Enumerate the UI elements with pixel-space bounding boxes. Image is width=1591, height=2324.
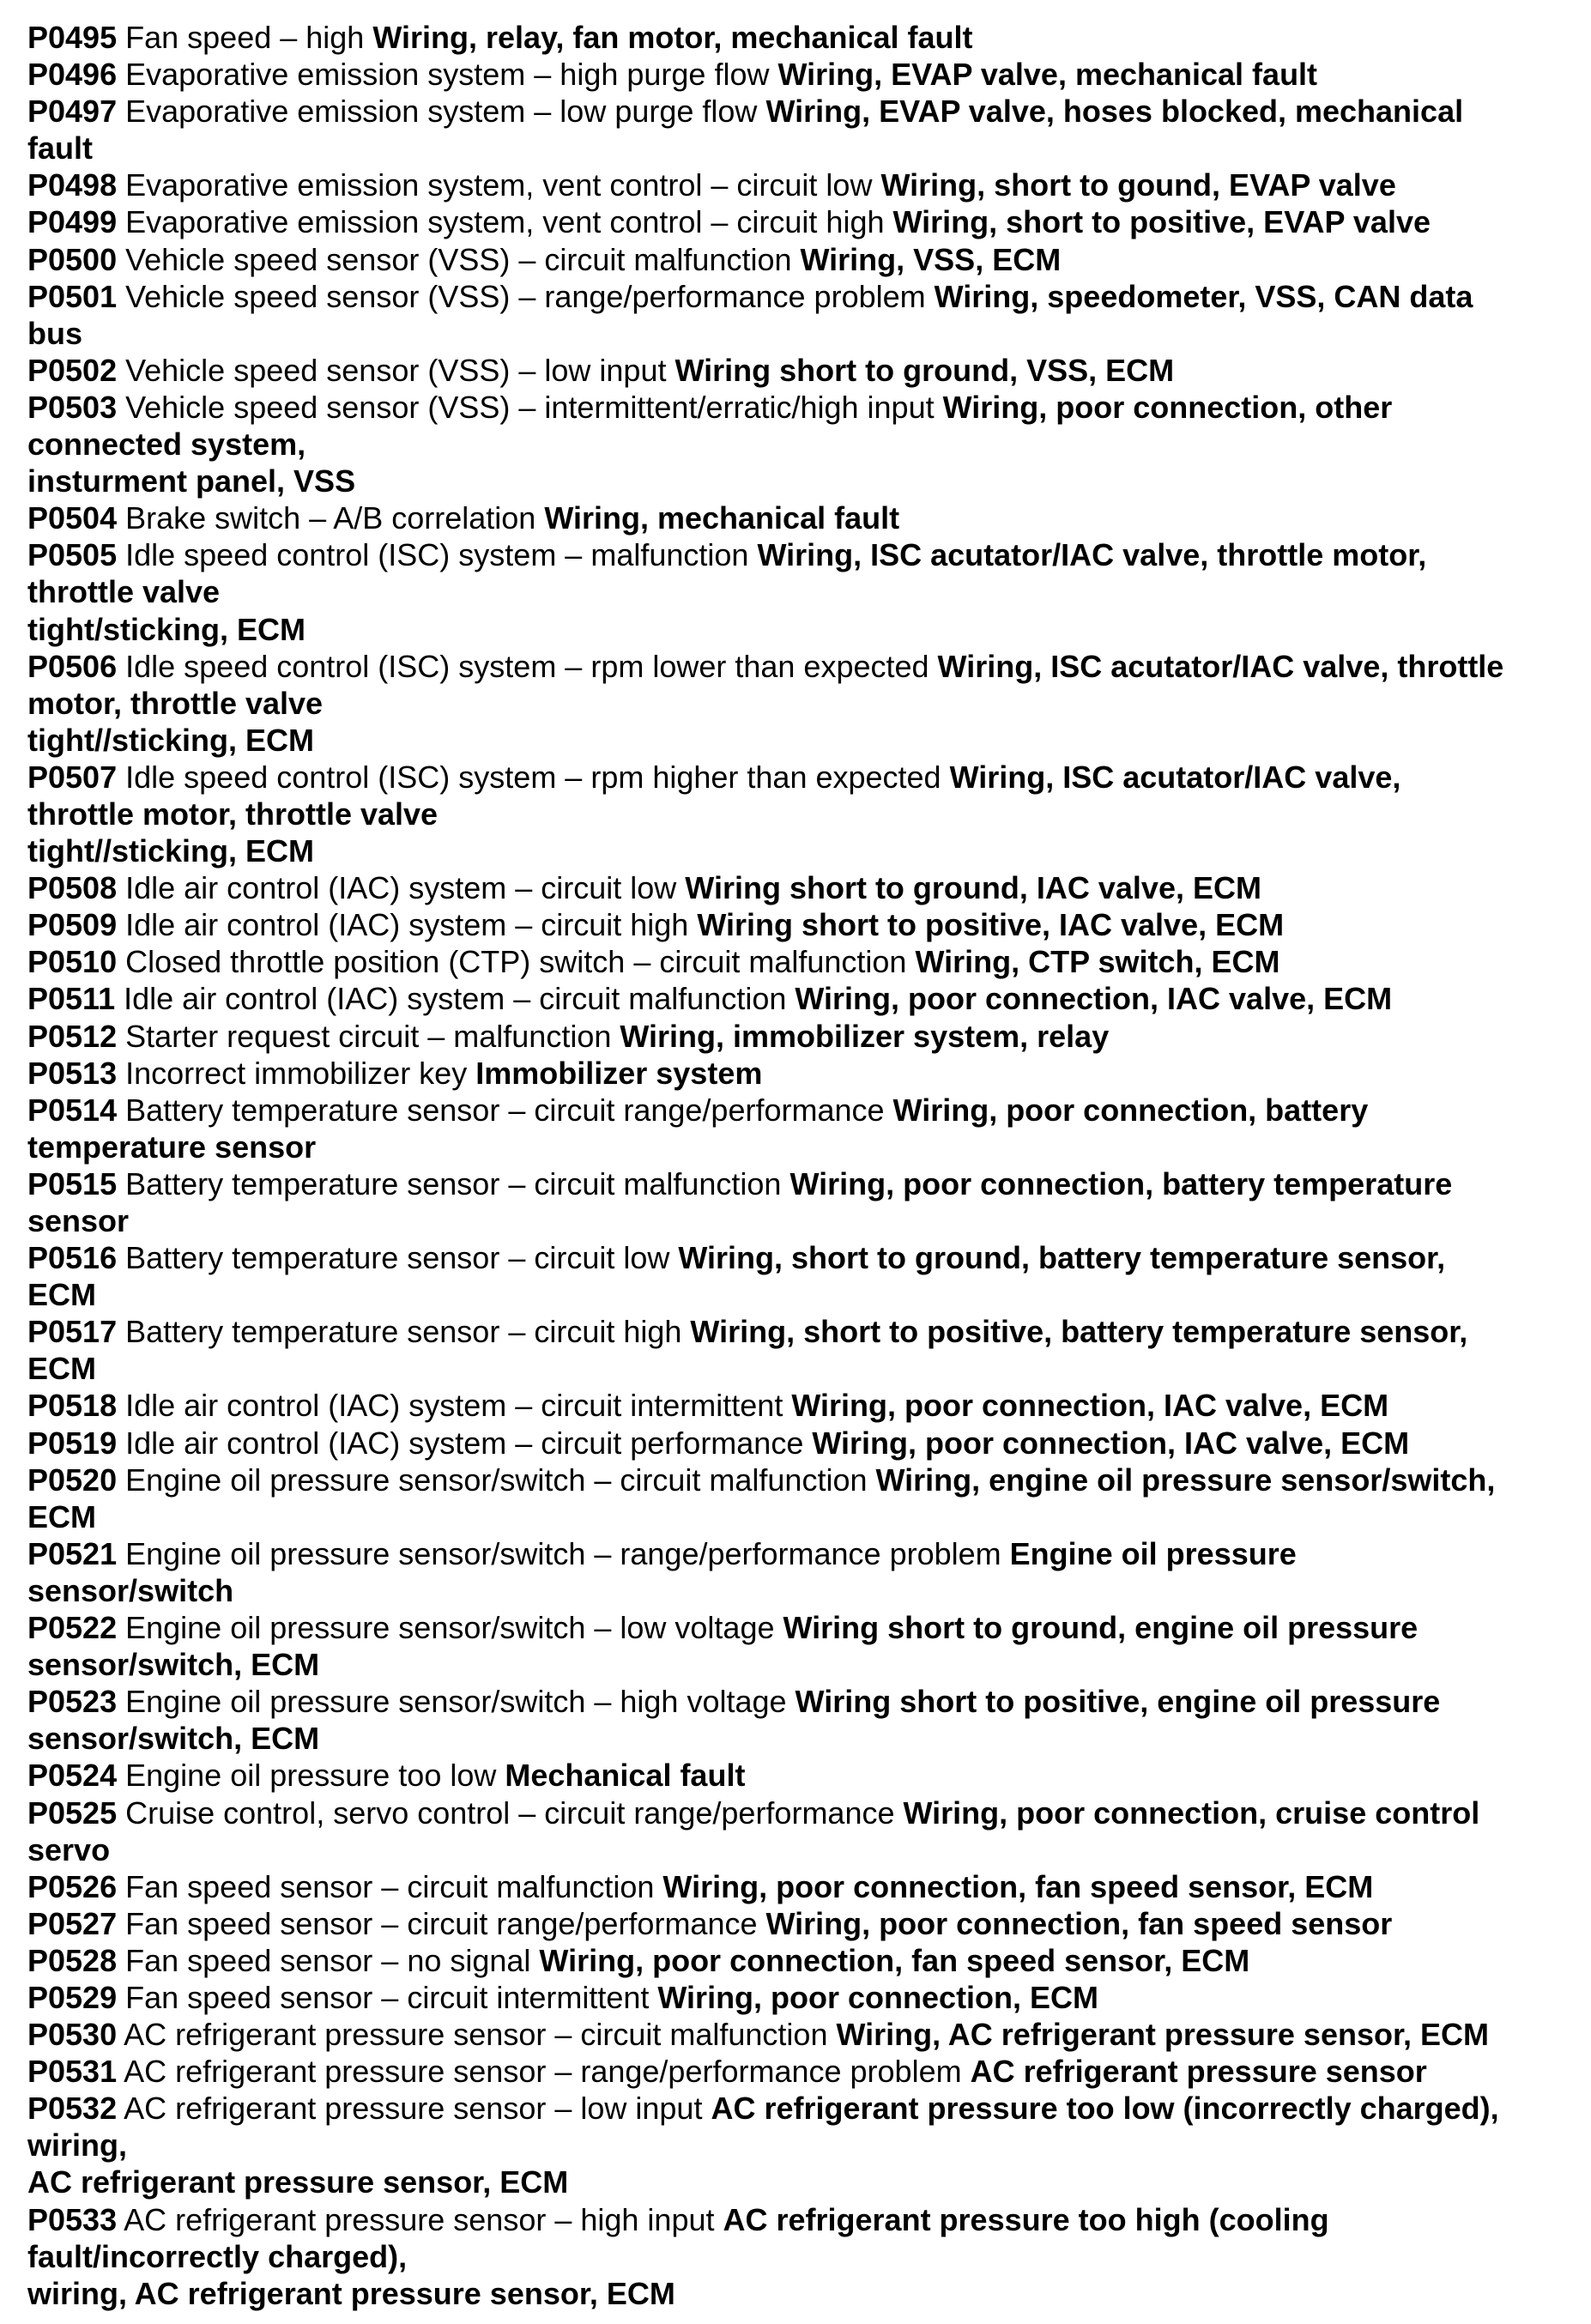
bold-text-segment: P0514 <box>27 1092 118 1128</box>
bold-text-segment: insturment panel, VSS <box>27 463 356 499</box>
text-line <box>27 93 1572 130</box>
bold-text-segment: tight//sticking, ECM <box>27 722 315 758</box>
text-line <box>27 906 1572 943</box>
bold-text-segment: P0521 <box>27 1535 118 1571</box>
text-segment: Incorrect immobilizer key <box>117 1055 476 1091</box>
bold-text-segment: wiring, <box>27 2127 127 2164</box>
text-line <box>27 1092 1572 1129</box>
bold-text-segment: Wiring short to ground, IAC valve, ECM <box>685 870 1261 906</box>
bold-text-segment: sensor <box>27 1203 130 1238</box>
text-segment: AC refrigerant pressure sensor – low input <box>117 2091 711 2127</box>
text-line <box>27 759 1572 796</box>
bold-text-segment: P0509 <box>27 907 118 943</box>
text-line <box>27 352 1572 389</box>
text-segment: Idle speed control (ISC) system – malfunction <box>117 537 758 573</box>
bold-text-segment: sensor/switch <box>27 1572 234 1608</box>
text-line <box>27 832 1572 869</box>
text-segment: Evaporative emission system, vent control – circuit high <box>117 204 893 240</box>
bold-text-segment: Wiring, ISC acutator/IAC valve, <box>949 759 1401 795</box>
text-line <box>27 1905 1572 1942</box>
bold-text-segment: throttle motor, throttle valve <box>27 796 439 832</box>
text-segment: Fan speed sensor – circuit malfunction <box>117 1868 663 1904</box>
text-segment: Brake switch – A/B correlation <box>117 500 545 536</box>
text-line <box>27 573 1572 610</box>
bold-text-segment: P0495 <box>27 20 118 55</box>
bold-text-segment: P0515 <box>27 1165 118 1201</box>
bold-text-segment: P0512 <box>27 1018 118 1054</box>
text-line <box>27 1794 1572 1831</box>
text-segment: Vehicle speed sensor (VSS) – low input <box>117 352 675 388</box>
text-line <box>27 1609 1572 1646</box>
bold-text-segment: Wiring, poor connection, ECM <box>657 1979 1099 2015</box>
text-line <box>27 1683 1572 1720</box>
text-segment: AC refrigerant pressure sensor – circuit malfunction <box>117 2017 837 2053</box>
text-segment: Battery temperature sensor – circuit range/performance <box>117 1092 893 1128</box>
bold-text-segment: ECM <box>27 1498 96 1534</box>
text-line <box>27 943 1572 980</box>
text-segment: AC refrigerant pressure sensor – range/performance problem <box>117 2054 971 2090</box>
bold-text-segment: P0519 <box>27 1425 118 1461</box>
text-segment: Vehicle speed sensor (VSS) – range/performance problem <box>117 278 935 314</box>
bold-text-segment: bus <box>27 315 83 351</box>
bold-text-segment: P0525 <box>27 1794 118 1831</box>
text-line <box>27 685 1572 722</box>
text-line <box>27 611 1572 648</box>
text-line <box>27 796 1572 832</box>
text-line <box>27 1350 1572 1387</box>
bold-text-segment: Wiring, short to gound, EVAP valve <box>880 167 1396 203</box>
text-line <box>27 1535 1572 1572</box>
text-line <box>27 389 1572 426</box>
text-line <box>27 1202 1572 1239</box>
bold-text-segment: P0498 <box>27 167 118 203</box>
text-line <box>27 499 1572 536</box>
bold-text-segment: Immobilizer system <box>475 1055 763 1091</box>
text-line <box>27 1757 1572 1794</box>
text-segment: Idle air control (IAC) system – circuit intermittent <box>117 1388 792 1424</box>
bold-text-segment: P0532 <box>27 2091 118 2127</box>
text-line <box>27 1276 1572 1313</box>
bold-text-segment: Wiring, poor connection, battery temperature <box>789 1165 1453 1201</box>
text-line <box>27 980 1572 1017</box>
text-line <box>27 203 1572 240</box>
bold-text-segment: Wiring, relay, fan motor, mechanical fault <box>372 20 973 55</box>
text-line <box>27 241 1572 278</box>
bold-text-segment: Wiring, poor connection, cruise control <box>903 1794 1480 1831</box>
bold-text-segment: P0529 <box>27 1979 118 2015</box>
text-segment: Vehicle speed sensor (VSS) – intermittent/erratic/high input <box>117 389 943 425</box>
bold-text-segment: Wiring, poor connection, fan speed sensor, ECM <box>539 1942 1250 1978</box>
text-segment: Battery temperature sensor – circuit malfunction <box>117 1165 790 1201</box>
text-segment: Engine oil pressure sensor/switch – circuit malfunction <box>117 1462 876 1498</box>
bold-text-segment: AC refrigerant pressure sensor, ECM <box>27 2164 569 2200</box>
bold-text-segment: AC refrigerant pressure sensor <box>970 2054 1427 2090</box>
text-line <box>27 1129 1572 1165</box>
text-segment: Evaporative emission system – low purge flow <box>117 94 766 130</box>
text-segment: Idle speed control (ISC) system – rpm lower than expected <box>117 648 938 684</box>
text-segment: Engine oil pressure sensor/switch – high voltage <box>117 1684 796 1720</box>
text-line <box>27 1979 1572 2016</box>
bold-text-segment: Engine oil pressure <box>1009 1535 1297 1571</box>
bold-text-segment: servo <box>27 1831 111 1867</box>
text-segment: Fan speed sensor – circuit intermittent <box>117 1979 658 2015</box>
bold-text-segment: throttle valve <box>27 574 221 610</box>
bold-text-segment: Wiring, ISC acutator/IAC valve, throttle motor, <box>757 537 1427 573</box>
bold-text-segment: P0504 <box>27 500 118 536</box>
bold-text-segment: ECM <box>27 1351 96 1387</box>
text-line <box>27 1572 1572 1609</box>
bold-text-segment: P0506 <box>27 648 118 684</box>
bold-text-segment: Wiring, short to positive, battery temperature sensor, <box>690 1314 1468 1350</box>
bold-text-segment: Wiring, poor connection, fan speed sensor <box>765 1905 1393 1941</box>
text-segment: Engine oil pressure too low <box>117 1758 505 1794</box>
bold-text-segment: Wiring, short to positive, EVAP valve <box>892 204 1431 240</box>
text-line <box>27 426 1572 463</box>
bold-text-segment: AC refrigerant pressure too high (cooling <box>723 2201 1329 2237</box>
text-line <box>27 722 1572 759</box>
bold-text-segment: P0496 <box>27 57 118 93</box>
text-line <box>27 1462 1572 1498</box>
bold-text-segment: P0511 <box>27 981 116 1017</box>
text-line <box>27 1868 1572 1905</box>
text-segment: Idle air control (IAC) system – circuit high <box>117 907 698 943</box>
bold-text-segment: P0533 <box>27 2201 118 2237</box>
text-segment: AC refrigerant pressure sensor – high input <box>117 2201 723 2237</box>
bold-text-segment: P0530 <box>27 2017 118 2053</box>
bold-text-segment: Mechanical fault <box>505 1758 746 1794</box>
text-segment: Idle air control (IAC) system – circuit low <box>117 870 686 906</box>
text-line <box>27 1313 1572 1350</box>
text-line <box>27 2275 1572 2312</box>
bold-text-segment: connected system, <box>27 427 306 463</box>
text-line <box>27 2127 1572 2164</box>
text-line <box>27 1387 1572 1424</box>
text-segment: Idle air control (IAC) system – circuit performance <box>117 1425 813 1461</box>
bold-text-segment: P0522 <box>27 1610 118 1646</box>
text-line <box>27 648 1572 685</box>
bold-text-segment: Wiring, VSS, ECM <box>800 241 1062 277</box>
bold-text-segment: P0500 <box>27 241 118 277</box>
bold-text-segment: tight//sticking, ECM <box>27 833 315 869</box>
text-line <box>27 1425 1572 1462</box>
bold-text-segment: P0507 <box>27 759 118 795</box>
bold-text-segment: tight/sticking, ECM <box>27 611 305 647</box>
bold-text-segment: wiring, AC refrigerant pressure sensor, ECM <box>27 2275 675 2311</box>
text-line <box>27 1055 1572 1092</box>
text-line <box>27 2238 1572 2275</box>
bold-text-segment: Wiring, mechanical fault <box>544 500 900 536</box>
bold-text-segment: Wiring, immobilizer system, relay <box>620 1018 1110 1054</box>
text-line <box>27 1942 1572 1979</box>
text-line <box>27 1831 1572 1868</box>
text-line <box>27 1239 1572 1276</box>
bold-text-segment: sensor/switch, ECM <box>27 1647 320 1683</box>
text-line <box>27 1720 1572 1757</box>
text-line <box>27 2053 1572 2090</box>
bold-text-segment: P0520 <box>27 1462 118 1498</box>
text-segment: Vehicle speed sensor (VSS) – circuit malfunction <box>117 241 801 277</box>
bold-text-segment: P0505 <box>27 537 118 573</box>
bold-text-segment: Wiring, ISC acutator/IAC valve, throttle <box>937 648 1504 684</box>
bold-text-segment: Wiring, CTP switch, ECM <box>915 944 1280 980</box>
text-line <box>27 1646 1572 1683</box>
bold-text-segment: Wiring short to ground, VSS, ECM <box>675 352 1175 388</box>
text-line <box>27 56 1572 93</box>
text-line <box>27 1498 1572 1535</box>
bold-text-segment: AC refrigerant pressure too low (incorrectly charged), <box>711 2091 1499 2127</box>
bold-text-segment: P0502 <box>27 352 118 388</box>
text-line <box>27 315 1572 352</box>
bold-text-segment: Wiring, poor connection, IAC valve, ECM <box>795 981 1393 1017</box>
bold-text-segment: Wiring, short to ground, battery temperature sensor, <box>678 1240 1446 1276</box>
bold-text-segment: P0499 <box>27 204 118 240</box>
bold-text-segment: fault/incorrectly charged), <box>27 2238 408 2274</box>
text-line <box>27 1018 1572 1055</box>
text-line <box>27 2016 1572 2053</box>
bold-text-segment: Wiring, poor connection, IAC valve, ECM <box>812 1425 1410 1461</box>
text-segment: Idle air control (IAC) system – circuit malfunction <box>115 981 796 1017</box>
text-segment: Fan speed sensor – circuit range/performance <box>117 1905 766 1941</box>
text-segment: Battery temperature sensor – circuit high <box>117 1314 691 1350</box>
document-body <box>27 19 1572 2312</box>
bold-text-segment: P0528 <box>27 1942 118 1978</box>
bold-text-segment: P0508 <box>27 870 118 906</box>
text-line <box>27 166 1572 203</box>
text-line <box>27 19 1572 56</box>
bold-text-segment: P0526 <box>27 1868 118 1904</box>
text-segment: Fan speed – high <box>117 20 373 55</box>
text-segment: Battery temperature sensor – circuit low <box>117 1240 679 1276</box>
text-line <box>27 869 1572 906</box>
bold-text-segment: P0518 <box>27 1388 118 1424</box>
bold-text-segment: Wiring, EVAP valve, mechanical fault <box>777 57 1318 93</box>
text-line <box>27 536 1572 573</box>
text-segment: Evaporative emission system – high purge flow <box>117 57 778 93</box>
bold-text-segment: motor, throttle valve <box>27 685 324 721</box>
bold-text-segment: Wiring, speedometer, VSS, CAN data <box>934 278 1473 314</box>
bold-text-segment: P0510 <box>27 944 118 980</box>
bold-text-segment: Wiring, EVAP valve, hoses blocked, mechanical <box>765 94 1464 130</box>
text-segment: Cruise control, servo control – circuit range/performance <box>117 1794 904 1831</box>
bold-text-segment: ECM <box>27 1277 96 1313</box>
bold-text-segment: P0513 <box>27 1055 118 1091</box>
bold-text-segment: P0497 <box>27 94 118 130</box>
text-line <box>27 130 1572 166</box>
text-line <box>27 1165 1572 1202</box>
bold-text-segment: P0516 <box>27 1240 118 1276</box>
bold-text-segment: Wiring, poor connection, battery <box>892 1092 1369 1128</box>
bold-text-segment: Wiring short to positive, IAC valve, ECM <box>697 907 1285 943</box>
bold-text-segment: Wiring, AC refrigerant pressure sensor, ECM <box>836 2017 1490 2053</box>
bold-text-segment: Wiring, poor connection, other <box>942 389 1393 425</box>
bold-text-segment: Wiring, poor connection, IAC valve, ECM <box>791 1388 1389 1424</box>
bold-text-segment: P0527 <box>27 1905 118 1941</box>
text-segment: Evaporative emission system, vent control – circuit low <box>117 167 881 203</box>
bold-text-segment: P0517 <box>27 1314 118 1350</box>
bold-text-segment: P0524 <box>27 1758 118 1794</box>
text-line <box>27 2201 1572 2238</box>
bold-text-segment: Wiring short to ground, engine oil pressure <box>783 1610 1419 1646</box>
text-segment: Starter request circuit – malfunction <box>117 1018 620 1054</box>
text-segment: Engine oil pressure sensor/switch – range/performance problem <box>117 1535 1010 1571</box>
bold-text-segment: P0503 <box>27 389 118 425</box>
bold-text-segment: fault <box>27 130 93 166</box>
bold-text-segment: sensor/switch, ECM <box>27 1721 320 1757</box>
bold-text-segment: temperature sensor <box>27 1129 317 1165</box>
text-segment: Idle speed control (ISC) system – rpm higher than expected <box>117 759 950 795</box>
bold-text-segment: Wiring, poor connection, fan speed sensor, ECM <box>662 1868 1374 1904</box>
bold-text-segment: P0531 <box>27 2054 118 2090</box>
text-segment: Fan speed sensor – no signal <box>117 1942 540 1978</box>
text-line <box>27 278 1572 315</box>
bold-text-segment: P0523 <box>27 1684 118 1720</box>
text-segment: Closed throttle position (CTP) switch – circuit malfunction <box>117 944 916 980</box>
text-line <box>27 2090 1572 2127</box>
bold-text-segment: P0501 <box>27 278 118 314</box>
text-line <box>27 463 1572 499</box>
bold-text-segment: Wiring, engine oil pressure sensor/switch, <box>875 1462 1496 1498</box>
bold-text-segment: Wiring short to positive, engine oil pressure <box>795 1684 1441 1720</box>
text-line <box>27 2164 1572 2200</box>
text-segment: Engine oil pressure sensor/switch – low voltage <box>117 1610 783 1646</box>
